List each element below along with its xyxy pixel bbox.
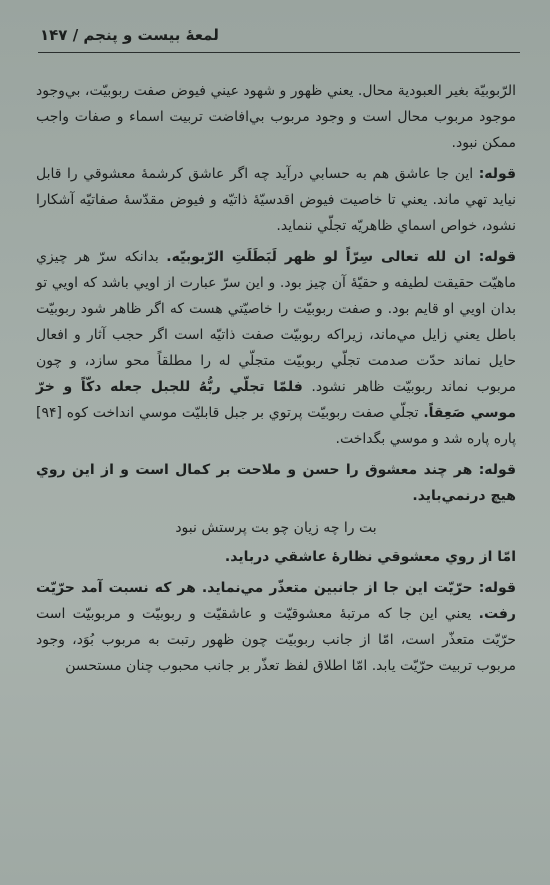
quran-quote: فلمّا تجلّي ربُّهُ للجبل جعله دكّاً و خرّ موسي صَعِقاً. (36, 379, 516, 421)
arabic-quote: ان لله تعالى سِرّاً لو ظهر لَبَطَلَتِ الرّبوبيّه. (166, 249, 479, 265)
page-header (40, 22, 518, 48)
header-rule (38, 52, 520, 53)
paragraph-label: قوله: (478, 249, 516, 265)
paragraph-text: يعني اين جا كه مرتبهٔ معشوقيّت و عاشقيّت و ربوبيّت و مربوبيّت است حرّيّت متعذّر است، امّا از جانب ربوبيّت چون ظهور رتبت به مربوب بُوَد، وجود مربوب تربيت حرّيّت يابد. امّا اطلاق لفظ تعذّر بر جانب محبوب چنان مستحسن (36, 606, 516, 674)
paragraph-text: الرّبوبيّة بغير العبودية محال. يعني ظهور و شهود عيني فيوض صفت ربوبيّت، بي‌وجود موجود مربوب محال است و وجود مربوب بي‌افاضت تربيت اسماء و صفات واجب ممكن نبود. (36, 83, 516, 151)
running-title: لمعهٔ بیست و پنجم / ۱۴۷ (40, 26, 219, 44)
paragraph (36, 575, 516, 679)
paragraph-text: بدانكه سرّ هر چيزي ماهيّت حقيقت لطيفه و حقيّهٔ آن چيز بود. و اين سرّ عبارت از اويي باشد كه اويي تو بدان اويي او قايم بود. و صفت ربوبيّت را خاصيّتي هست كه اگر ظاهر شود ربوبيّت باطل يعني زايل مي‌ماند، زيراكه ربوبيّت صفت ذاتيّه است اگر حجب آثار و افعال حايل نماند حدّت صدمت تجلّي ربوبيّت متجلّي له را مطلقاً محو سازد، و چون مربوب نماند ربوبيّت ظاهر نشود. (36, 249, 516, 395)
paragraph-text: هر چند معشوق را حسن و ملاحت بر كمال است و از اين روي هيچ درنمي‌بايد. (36, 462, 516, 504)
paragraph-text: اين جا عاشق هم به حسابي درآيد چه اگر عاشق كرشمهٔ معشوقي را قابل نيايد تهي ماند. يعني تا خاصيت فيوض اقدسيّهٔ ذاتيّه و فيوض مقدّسهٔ صفاتيّه آشكارا نشود، خواص اسماي ظاهريّه تجلّي ننمايد. (36, 166, 516, 234)
verse-line: بت را چه زيان چو بت پرستش نبود (175, 520, 377, 536)
paragraph: امّا از روي معشوقي نظارهٔ عاشقي دربايد. (224, 549, 516, 565)
paragraph (36, 244, 516, 452)
page-body (36, 78, 516, 885)
paragraph-label: قوله: (478, 166, 516, 182)
paragraph (36, 78, 516, 156)
paragraph (36, 161, 516, 239)
paragraph-label: قوله: (478, 462, 516, 478)
paragraph (36, 457, 516, 509)
paragraph-text: تجلّي صفت ربوبيّت پرتوي بر جبل قابليّت موسي انداخت كوه [۹۴] پاره پاره شد و موسي بگداخت. (36, 405, 516, 447)
paragraph-label: قوله: (478, 580, 516, 596)
paragraph-text: حرّيّت اين جا از جانبين متعذّر مي‌نمايد. هر كه نسبت آمد حرّيّت رفت. (36, 580, 516, 622)
